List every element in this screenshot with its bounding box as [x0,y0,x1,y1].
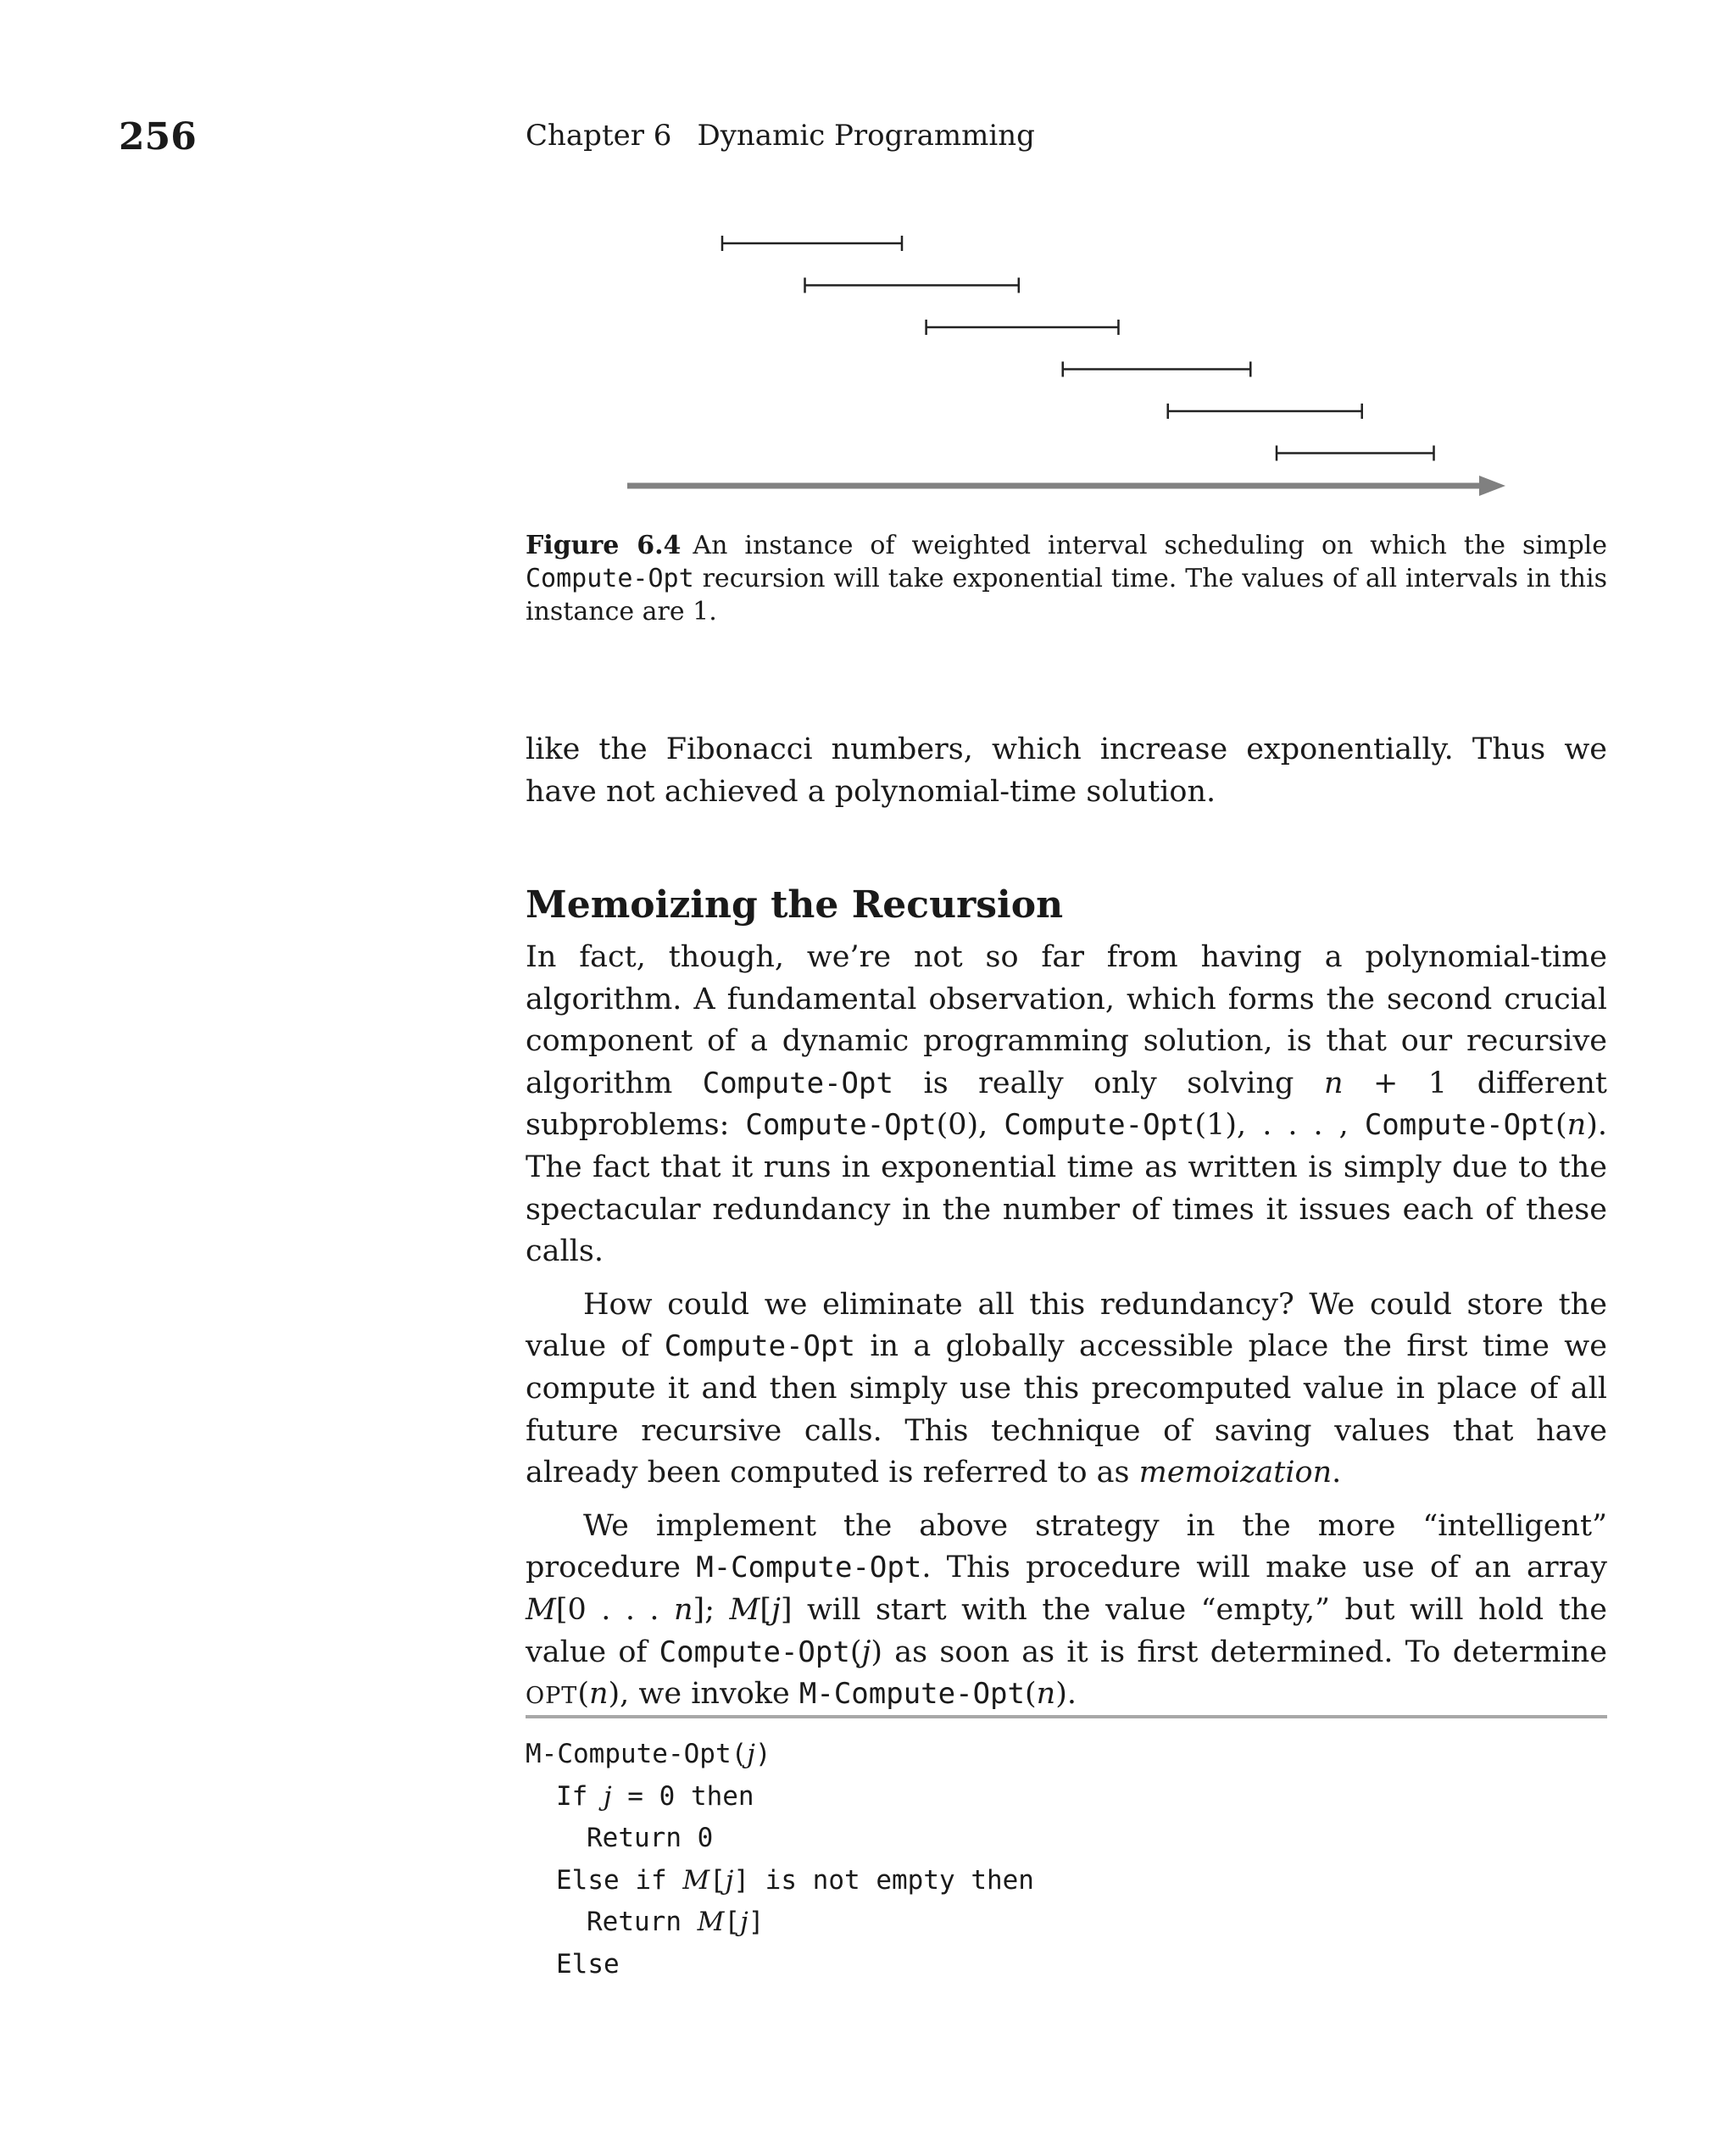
p3-code: M-Compute-Opt [798,1677,1025,1712]
figure-caption [526,529,1607,628]
code-text: [ [724,1907,741,1938]
p1-text: The fact that it runs in exponential time as written is simply due to the spectacular redundancy in the number of times it issues each of these calls. [526,1150,1607,1269]
p3-math: n [588,1677,609,1712]
p1-math: n [1566,1108,1587,1143]
interval-1 [722,236,902,251]
code-line-5 [526,1902,1034,1944]
p1-text: ( [1555,1108,1567,1143]
p1-text: ). [1586,1108,1607,1143]
code-block [526,1734,1034,1986]
code-line-3: Return 0 [587,1823,714,1854]
figure-label: Figure 6.4 [526,531,682,560]
section-heading: Memoizing the Recursion [526,883,1064,927]
code-line-6: Else [556,1948,620,1980]
p3-text: ( [849,1634,862,1669]
code-var: M [697,1907,725,1938]
p2-code: Compute-Opt [664,1329,855,1364]
p1-code: Compute-Opt [745,1108,937,1143]
paragraph-1 [526,937,1607,1273]
page-number: 256 [119,115,197,159]
p1-text: (1), . . . , [1194,1108,1349,1143]
interval-2 [805,278,1019,293]
opt-smallcaps: OPT [526,1683,578,1710]
p3-math: n [1036,1677,1056,1712]
p3-text: ( [577,1677,589,1712]
code-text: M-Compute-Opt( [526,1739,748,1769]
code-rule [526,1715,1607,1718]
code-line-1 [526,1734,1034,1776]
code-text: Return [587,1907,698,1938]
code-text: If [556,1780,604,1812]
axis-arrowhead [1479,476,1505,496]
section-body [526,937,1607,1718]
p3-text: [0 . . . [555,1592,659,1627]
caption-text: An instance of weighted interval scheduling on which the simple [693,531,1607,560]
p3-text: We implement the above strategy in the more “intelligent” procedure [526,1508,1607,1585]
p3-text: ] will start with the value “empty,” but will hold the value of [526,1592,1607,1669]
code-text: ] [748,1907,765,1938]
interval-figure [0,0,1736,526]
p2-emphasis: memoization [1138,1456,1333,1490]
p3-text: [ [760,1592,771,1627]
interval-6 [1277,446,1434,461]
paragraph-3 [526,1506,1607,1718]
chapter-number: Chapter 6 [526,119,672,153]
code-text: = 0 then [611,1780,754,1812]
code-line-4 [526,1860,1034,1902]
p3-text: ). [1055,1677,1077,1712]
p3-math: j [771,1592,781,1627]
caption-text-end: recursion will take exponential time. The values of all intervals in this instance are 1. [526,564,1607,626]
p1-text: In fact, though, we’re not so far from having a polynomial-time algorithm. A fundamental observation, which forms the second crucial component of a dynamic programming solution, is that our recursive algorithm [526,940,1607,1100]
p3-math: n [674,1592,693,1627]
p3-text: ), we invoke [608,1677,790,1712]
code-text: ] is not empty then [733,1864,1034,1896]
code-line-2 [526,1776,1034,1818]
p1-code: Compute-Opt [1004,1108,1195,1143]
p3-math: M [729,1592,760,1627]
chapter-title: Dynamic Programming [697,119,1035,153]
code-var: j [740,1907,748,1938]
p3-text: . This procedure will make use of an array [921,1551,1607,1585]
intro-text: like the Fibonacci numbers, which increase exponentially. Thus we have not achieved a polynomial-time solution. [526,732,1607,809]
code-text: ) [754,1739,771,1769]
code-var: M [682,1864,710,1896]
p1-text: + 1 different subproblems: [526,1066,1607,1143]
intro-paragraph [526,729,1607,813]
interval-4 [1063,362,1251,377]
interval-3 [926,320,1119,335]
p3-math: M [526,1592,556,1627]
p1-code: Compute-Opt [1364,1108,1555,1143]
p3-text: ) as soon as it is first determined. To determine [871,1634,1607,1669]
p3-math: j [861,1634,871,1669]
code-var: j [725,1864,734,1896]
intervals-group [722,236,1434,461]
code-text: [ [709,1864,726,1896]
interval-5 [1168,404,1362,419]
code-var: j [747,1739,755,1769]
p1-text: is really only solving [923,1066,1294,1100]
p2-text: in a globally accessible place the first time we compute it and then simply use this precomputed value in place of all future recursive calls. This technique of saving values that have already been computed is referred to as [526,1329,1607,1490]
p2-text: How could we eliminate all this redundancy? We could store the value of [526,1287,1607,1364]
code-text: Else if [556,1864,683,1896]
caption-code: Compute-Opt [526,564,694,593]
p3-code: Compute-Opt [659,1634,850,1669]
p1-text: (0), [936,1108,988,1143]
p3-code: M-Compute-Opt [696,1551,922,1585]
p2-text: . [1332,1456,1342,1490]
p1-code: Compute-Opt [702,1066,893,1100]
p3-text: ( [1024,1677,1037,1712]
p3-text: ]; [693,1592,715,1627]
paragraph-2 [526,1284,1607,1495]
p1-math: n [1323,1066,1344,1100]
code-var: j [604,1780,612,1812]
